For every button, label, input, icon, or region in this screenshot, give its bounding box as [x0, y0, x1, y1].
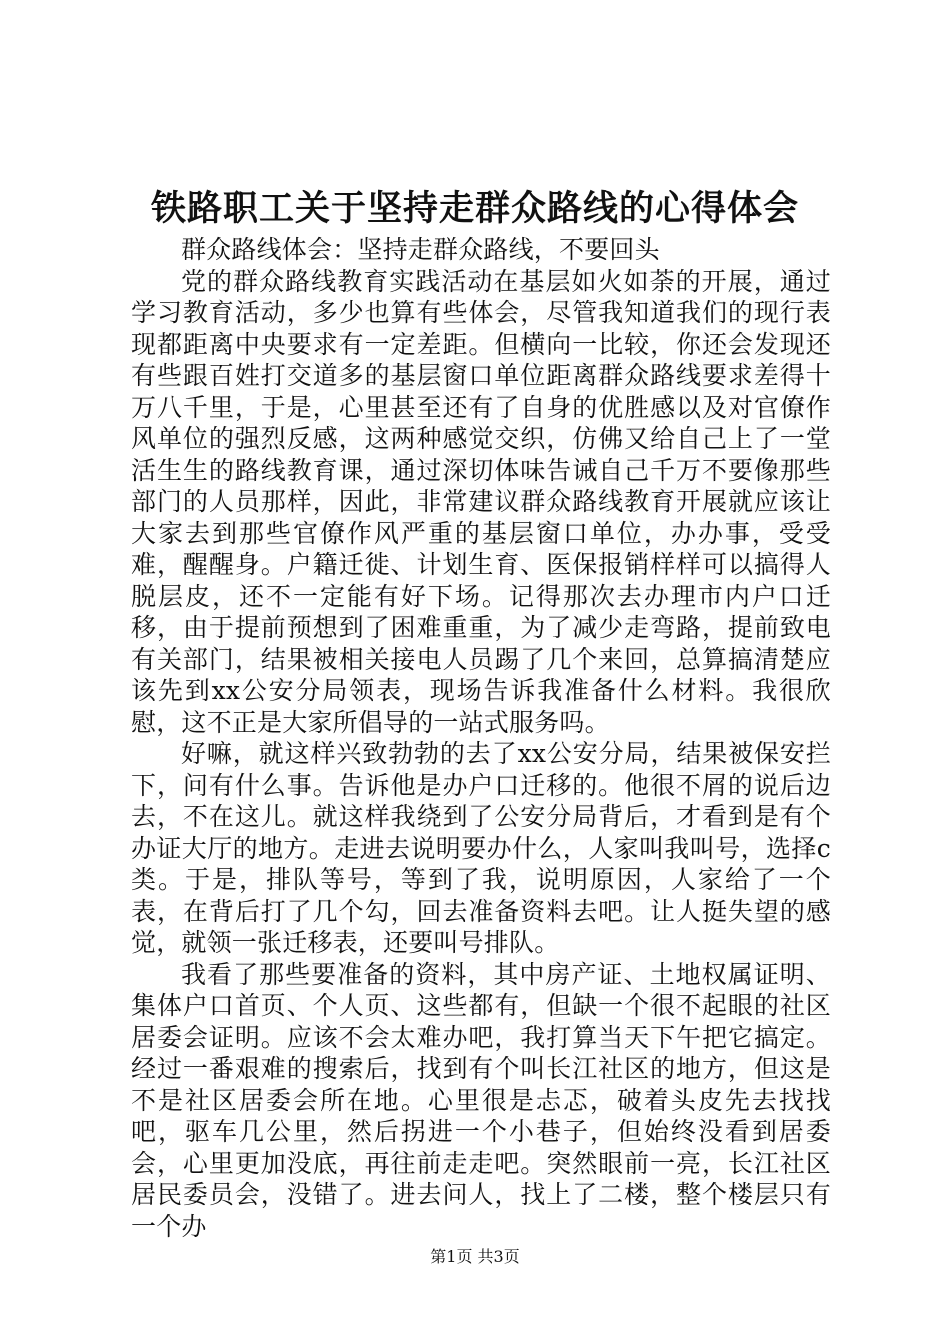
- document-title: 铁路职工关于坚持走群众路线的心得体会: [150, 188, 799, 229]
- paragraph: 我看了那些要准备的资料，其中房产证、土地权属证明、集体户口首页、个人页、这些都有，但缺一个很不起眼的社区居委会证明。应该不会太难办吧，我打算当天下午把它搞定。经过一番艰难的搜索后，找到有个叫长江社区的地方，但这是不是社区居委会所在地。心里很是忐忑，破着头皮先去找找吧，驱车几公里，然后拐进一个小巷子，但始终没看到居委会，心里更加没底，再往前走走吧。突然眼前一亮，长江社区居民委员会，没错了。进去问人，找上了二楼，整个楼层只有一个办: [131, 959, 831, 1241]
- document-body: [131, 234, 831, 1242]
- paragraph-subtitle: 群众路线体会：坚持走群众路线，不要回头: [181, 235, 660, 264]
- page-number-footer: 第1页 共3页: [430, 1247, 520, 1266]
- paragraph: 好嘛，就这样兴致勃勃的去了xx公安分局，结果被保安拦下，问有什么事。告诉他是办户口迁移的。他很不屑的说后边去，不在这儿。就这样我绕到了公安分局背后，才看到是有个办证大厅的地方。走进去说明要办什么，人家叫我叫号，选择c类。于是，排队等号，等到了我，说明原因，人家给了一个表，在背后打了几个勾，回去准备资料去吧。让人挺失望的感觉，就领一张迁移表，还要叫号排队。: [131, 739, 831, 957]
- paragraph: 党的群众路线教育实践活动在基层如火如荼的开展，通过学习教育活动，多少也算有些体会，尽管我知道我们的现行表现都距离中央要求有一定差距。但横向一比较，你还会发现还有些跟百姓打交道多的基层窗口单位距离群众路线要求差得十万八千里，于是，心里甚至还有了自身的优胜感以及对官僚作风单位的强烈反感，这两种感觉交织，仿佛又给自己上了一堂活生生的路线教育课，通过深切体味告诫自己千万不要像那些部门的人员那样，因此，非常建议群众路线教育开展就应该让大家去到那些官僚作风严重的基层窗口单位，办办事，受受难，醒醒身。户籍迁徙、计划生育、医保报销样样可以搞得人脱层皮，还不一定能有好下场。记得那次去办理市内户口迁移，由于提前预想到了困难重重，为了减少走弯路，提前致电有关部门，结果被相关接电人员踢了几个来回，总算搞清楚应该先到xx公安分局领表，现场告诉我准备什么材料。我很欣慰，这不正是大家所倡导的一站式服务吗。: [131, 266, 831, 737]
